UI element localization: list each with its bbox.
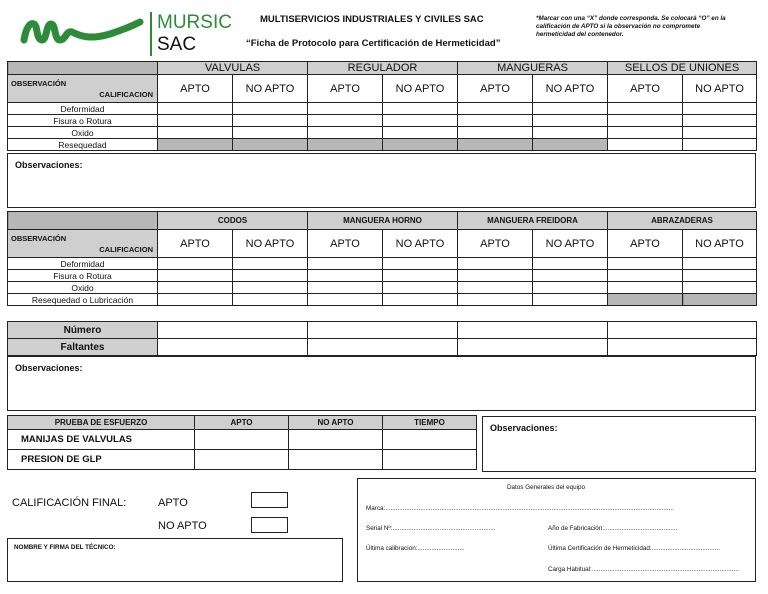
check-cell[interactable] [308, 270, 383, 282]
inspection-table-2 [7, 211, 757, 306]
observations-box-2[interactable] [7, 356, 756, 411]
equipment-title: Datos Generales del equipo [507, 484, 586, 491]
final-no-apto-checkbox[interactable] [251, 517, 288, 533]
corner-cell [8, 212, 158, 230]
check-cell[interactable] [458, 115, 533, 127]
logo-text-bottom: SAC [157, 34, 197, 55]
no-apto-header: NO APTO [683, 75, 757, 103]
technician-signature-box[interactable] [7, 538, 343, 582]
corner-cell [8, 62, 158, 75]
disabled-cell [158, 139, 233, 151]
row-label: Resequedad [8, 139, 158, 151]
carga-field[interactable]: Carga Habitual:.................................................................................... [548, 566, 739, 573]
check-cell[interactable] [683, 270, 757, 282]
stress-header: APTO [195, 416, 289, 430]
disabled-cell [383, 139, 458, 151]
stress-header: TIEMPO [383, 416, 477, 430]
check-cell[interactable] [533, 127, 608, 139]
check-cell[interactable] [383, 294, 458, 306]
check-cell[interactable] [608, 127, 683, 139]
disabled-cell [683, 294, 757, 306]
group-header: REGULADOR [308, 62, 458, 75]
equipment-data-box [357, 478, 756, 582]
time-cell[interactable] [383, 430, 477, 450]
check-cell[interactable] [458, 294, 533, 306]
time-cell[interactable] [383, 450, 477, 470]
check-cell[interactable] [195, 430, 289, 450]
check-cell[interactable] [608, 103, 683, 115]
logo-text-top: MURSIC [157, 12, 232, 33]
no-apto-header: NO APTO [233, 230, 308, 258]
no-apto-header: NO APTO [383, 75, 458, 103]
final-grade-label: CALIFICACIÓN FINAL: [12, 497, 127, 509]
check-cell[interactable] [383, 270, 458, 282]
diagonal-header [8, 230, 158, 258]
check-cell[interactable] [533, 115, 608, 127]
apto-header: APTO [458, 75, 533, 103]
observations-label: Observaciones: [15, 160, 83, 170]
check-cell[interactable] [383, 127, 458, 139]
row-label: Oxido [8, 127, 158, 139]
check-cell[interactable] [289, 450, 383, 470]
input-cell[interactable] [308, 339, 458, 356]
row-label: Deformidad [8, 258, 158, 270]
marca-field[interactable]: Marca:..................................................................................................................................................................... [366, 505, 674, 512]
input-cell[interactable] [158, 322, 308, 339]
technician-label: NOMBRE Y FIRMA DEL TÉCNICO: [14, 544, 116, 551]
check-cell[interactable] [158, 127, 233, 139]
observacion-label: OBSERVACIÓN [11, 78, 67, 88]
group-header: MANGUERA FREIDORA [458, 212, 608, 230]
calibracion-field[interactable]: Última calibracion:........................... [366, 545, 465, 552]
check-cell[interactable] [158, 294, 233, 306]
check-cell[interactable] [383, 103, 458, 115]
check-cell[interactable] [458, 127, 533, 139]
check-cell[interactable] [608, 258, 683, 270]
input-cell[interactable] [608, 339, 757, 356]
input-cell[interactable] [458, 339, 608, 356]
check-cell[interactable] [683, 282, 757, 294]
check-cell[interactable] [458, 258, 533, 270]
check-cell[interactable] [458, 270, 533, 282]
check-cell[interactable] [683, 103, 757, 115]
disabled-cell [233, 139, 308, 151]
diagonal-header [8, 75, 158, 103]
check-cell[interactable] [533, 258, 608, 270]
stress-row-label: MANIJAS DE VALVULAS [8, 430, 195, 450]
check-cell[interactable] [383, 115, 458, 127]
disabled-cell [608, 294, 683, 306]
company-logo [20, 10, 235, 60]
disabled-cell [533, 139, 608, 151]
observations-label: Observaciones: [15, 363, 83, 373]
check-cell[interactable] [683, 115, 757, 127]
row-label: Oxido [8, 282, 158, 294]
no-apto-header: NO APTO [233, 75, 308, 103]
marking-note: *Marcar con una “X” donde corresponda. Se colocará “O” en la calificación de APTO si la observación no compromete hermeticidad del contenedor. [536, 15, 726, 38]
check-cell[interactable] [158, 115, 233, 127]
apto-header: APTO [158, 230, 233, 258]
no-apto-header: NO APTO [533, 230, 608, 258]
stress-row-label: PRESION DE GLP [8, 450, 195, 470]
row-label: Deformidad [8, 103, 158, 115]
check-cell[interactable] [233, 258, 308, 270]
check-cell[interactable] [289, 430, 383, 450]
calificacion-label: CALIFICACION [99, 244, 153, 254]
check-cell[interactable] [458, 282, 533, 294]
check-cell[interactable] [233, 294, 308, 306]
group-header: MANGUERAS [458, 62, 608, 75]
logo-mark [20, 10, 145, 50]
check-cell[interactable] [158, 103, 233, 115]
apto-header: APTO [158, 75, 233, 103]
input-cell[interactable] [308, 322, 458, 339]
check-cell[interactable] [233, 270, 308, 282]
row-label: Resequedad o Lubricación [8, 294, 158, 306]
count-table [7, 321, 757, 356]
check-cell[interactable] [383, 258, 458, 270]
check-cell[interactable] [683, 127, 757, 139]
check-cell[interactable] [308, 258, 383, 270]
observations-box-3[interactable] [482, 416, 756, 472]
check-cell[interactable] [308, 127, 383, 139]
group-header: ABRAZADERAS [608, 212, 757, 230]
check-cell[interactable] [195, 450, 289, 470]
group-header: MANGUERA HORNO [308, 212, 458, 230]
check-cell[interactable] [533, 282, 608, 294]
stress-header: NO APTO [289, 416, 383, 430]
group-header: SELLOS DE UNIONES [608, 62, 757, 75]
no-apto-header: NO APTO [383, 230, 458, 258]
check-cell[interactable] [608, 115, 683, 127]
form-title: “Ficha de Protocolo para Certificación de Hermeticidad” [246, 38, 501, 49]
input-cell[interactable] [608, 322, 757, 339]
check-cell[interactable] [158, 282, 233, 294]
check-cell[interactable] [308, 282, 383, 294]
apto-header: APTO [608, 75, 683, 103]
check-cell[interactable] [308, 115, 383, 127]
row-label: Fisura o Rotura [8, 270, 158, 282]
check-cell[interactable] [308, 103, 383, 115]
check-cell[interactable] [158, 258, 233, 270]
apto-header: APTO [308, 75, 383, 103]
observacion-label: OBSERVACIÓN [11, 233, 67, 243]
row-label: Fisura o Rotura [8, 115, 158, 127]
disabled-cell [458, 139, 533, 151]
check-cell[interactable] [608, 270, 683, 282]
check-cell[interactable] [233, 282, 308, 294]
check-cell[interactable] [308, 294, 383, 306]
check-cell[interactable] [683, 139, 757, 151]
apto-header: APTO [308, 230, 383, 258]
certificacion-field[interactable]: Última Certificación de Hermeticidad:....................................... [548, 545, 720, 552]
no-apto-header: NO APTO [533, 75, 608, 103]
observations-box-1[interactable] [7, 153, 756, 208]
check-cell[interactable] [158, 270, 233, 282]
check-cell[interactable] [533, 294, 608, 306]
row-label: Número [8, 322, 158, 339]
group-header: VALVULAS [158, 62, 308, 75]
check-cell[interactable] [533, 103, 608, 115]
no-apto-header: NO APTO [683, 230, 757, 258]
check-cell[interactable] [608, 282, 683, 294]
apto-header: APTO [608, 230, 683, 258]
stress-test-table [7, 415, 477, 470]
check-cell[interactable] [533, 270, 608, 282]
stress-header: PRUEBA DE ESFUERZO [8, 416, 195, 430]
check-cell[interactable] [233, 127, 308, 139]
input-cell[interactable] [158, 339, 308, 356]
check-cell[interactable] [683, 258, 757, 270]
final-apto-checkbox[interactable] [251, 492, 288, 508]
row-label: Faltantes [8, 339, 158, 356]
inspection-table-1 [7, 61, 757, 151]
serial-field[interactable]: Serial Nº:........................................................... [366, 525, 496, 532]
check-cell[interactable] [608, 139, 683, 151]
check-cell[interactable] [233, 103, 308, 115]
final-apto-label: APTO [158, 497, 188, 509]
company-name: MULTISERVICIOS INDUSTRIALES Y CIVILES SAC [260, 14, 484, 25]
observations-label: Observaciones: [490, 423, 558, 433]
apto-header: APTO [458, 230, 533, 258]
check-cell[interactable] [233, 115, 308, 127]
fabricacion-field[interactable]: Año de Fabricación:.......................................... [548, 525, 678, 532]
disabled-cell [308, 139, 383, 151]
check-cell[interactable] [383, 282, 458, 294]
final-no-apto-label: NO APTO [158, 520, 207, 532]
check-cell[interactable] [458, 103, 533, 115]
input-cell[interactable] [458, 322, 608, 339]
group-header: CODOS [158, 212, 308, 230]
calificacion-label: CALIFICACION [99, 89, 153, 99]
